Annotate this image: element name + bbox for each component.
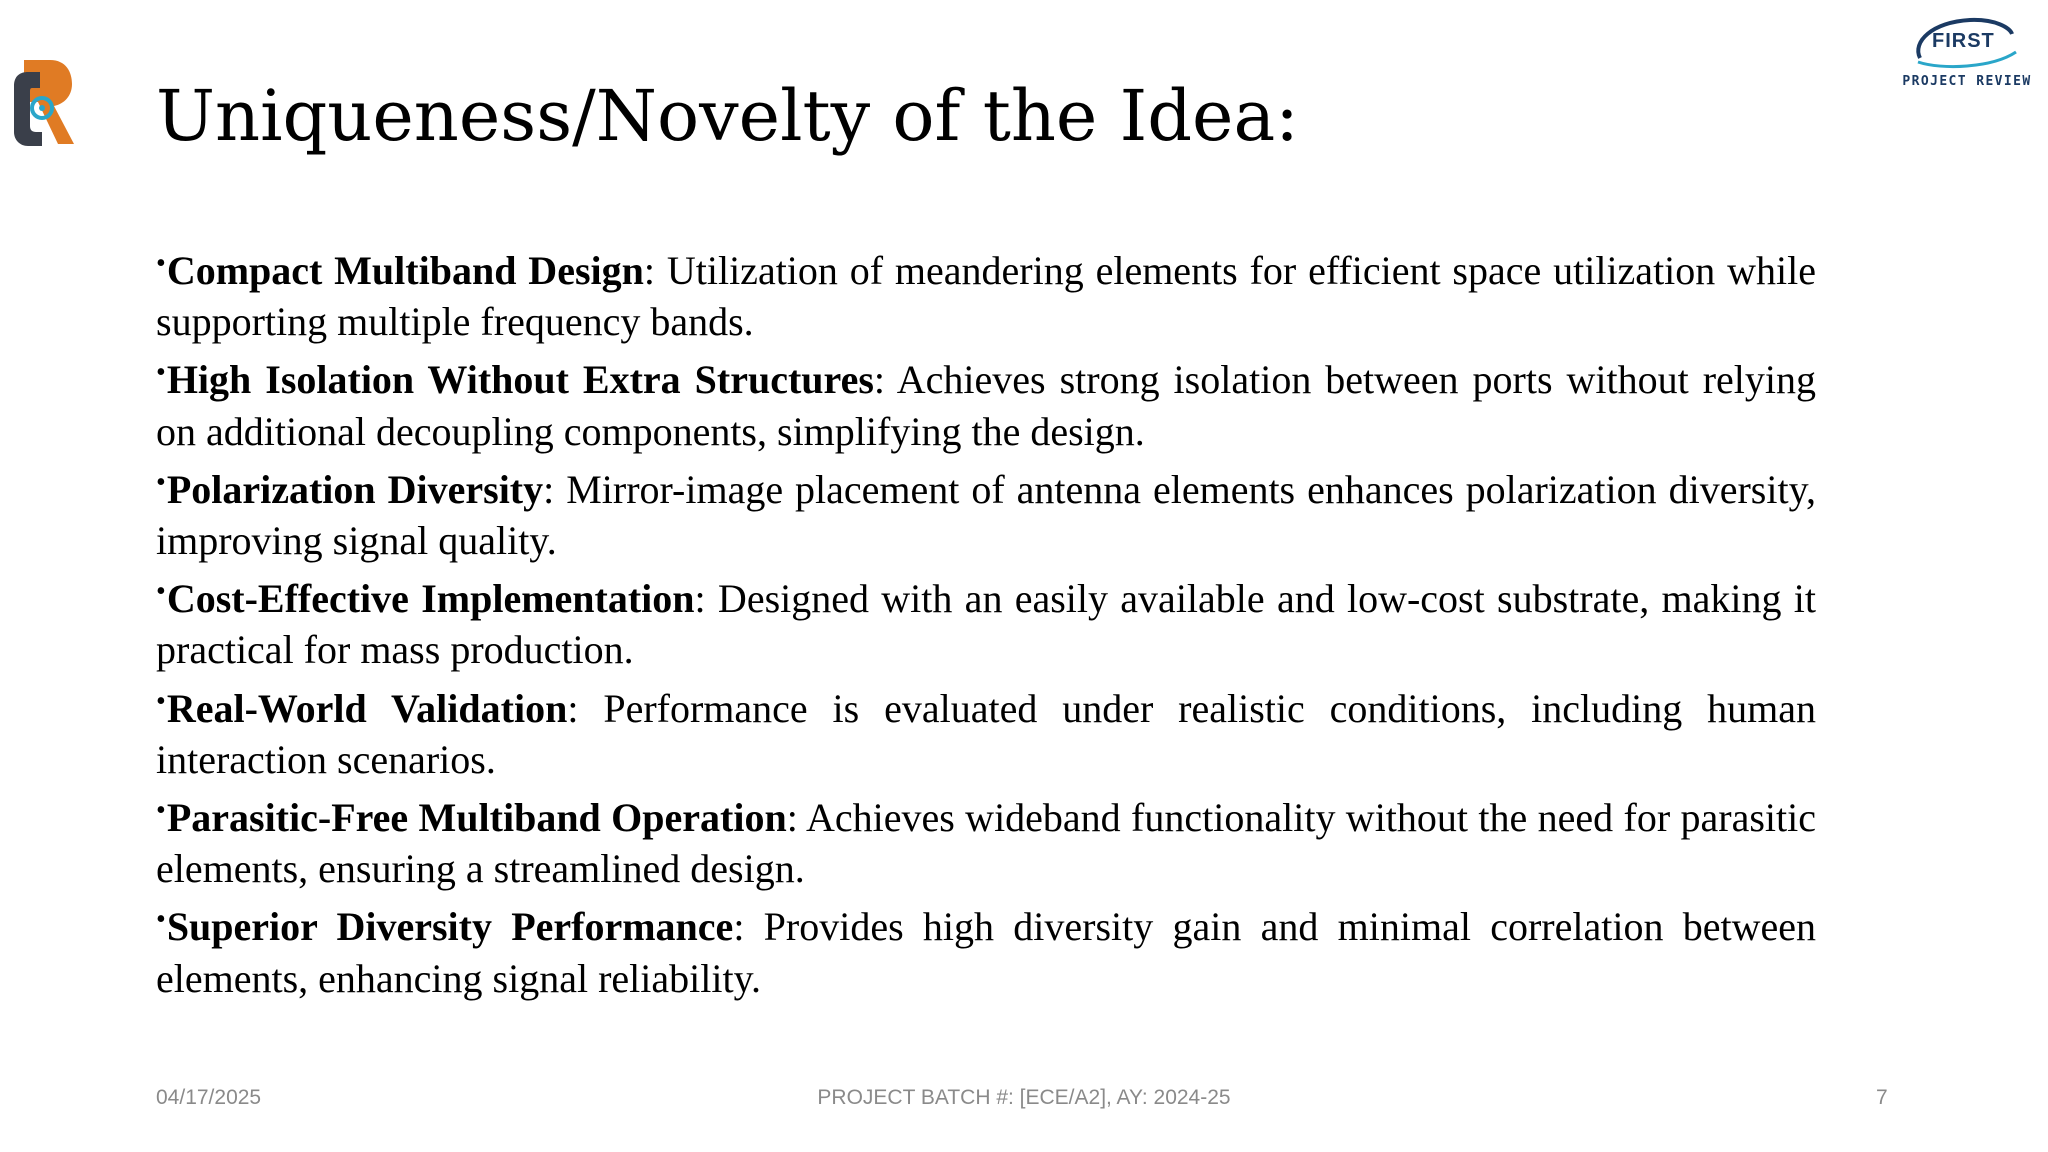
first-logo-text: FIRST [1932,30,1995,52]
bullet-item [156,238,1816,347]
bullet-text: : Provides high diversity gain and minimal correlation between elements, enhancing signal reliability. [156,904,1816,1001]
bullet-list [156,238,1816,1004]
footer-date: 04/17/2025 [156,1086,262,1109]
first-logo-icon [1892,12,2042,74]
slide-number: 7 [1876,1086,1888,1109]
bullet-marker: • [156,795,166,827]
bullet-text: : Utilization of meandering elements for efficient space utilization while supporting multiple frequency bands. [156,248,1816,345]
bullet-heading: Polarization Diversity [166,466,544,512]
badge-caption: PROJECT REVIEW [1902,74,2032,89]
slide-title: Uniqueness/Novelty of the Idea: [156,75,1299,157]
bullet-heading: High Isolation Without Extra Structures [166,357,874,403]
bullet-heading: Cost-Effective Implementation [166,576,695,622]
bullet-marker: • [156,357,166,389]
bullet-item [156,785,1816,894]
bullet-heading: Superior Diversity Performance [166,904,734,950]
bullet-text: : Mirror-image placement of antenna elements enhances polarization diversity, improving signal quality. [156,466,1816,564]
bullet-text: : Achieves strong isolation between ports without relying on additional decoupling components, simplifying the design. [156,357,1816,454]
bullet-item [156,676,1816,785]
bullet-text: : Performance is evaluated under realistic conditions, including human interaction scenarios. [156,685,1817,782]
r-logo-icon [10,56,76,152]
bullet-heading: Real-World Validation [166,685,568,731]
bullet-item [156,347,1816,456]
first-project-review-badge [1892,12,2042,98]
footer-batch: PROJECT BATCH #: [ECE/A2], AY: 2024-25 [817,1086,1231,1109]
bullet-item [156,894,1816,1003]
bullet-marker: • [156,576,166,608]
bullet-marker: • [156,685,166,717]
bullet-item [156,457,1816,566]
bullet-text: : Achieves wideband functionality without the need for parasitic elements, ensuring a streamlined design. [156,795,1816,892]
bullet-heading: Compact Multiband Design [166,248,644,293]
bullet-marker: • [156,466,166,498]
bullet-text: : Designed with an easily available and low-cost substrate, making it practical for mass production. [156,576,1816,673]
bullet-heading: Parasitic-Free Multiband Operation [166,795,787,841]
bullet-marker: • [156,904,166,936]
bullet-marker: • [156,248,166,279]
bullet-item [156,566,1816,675]
